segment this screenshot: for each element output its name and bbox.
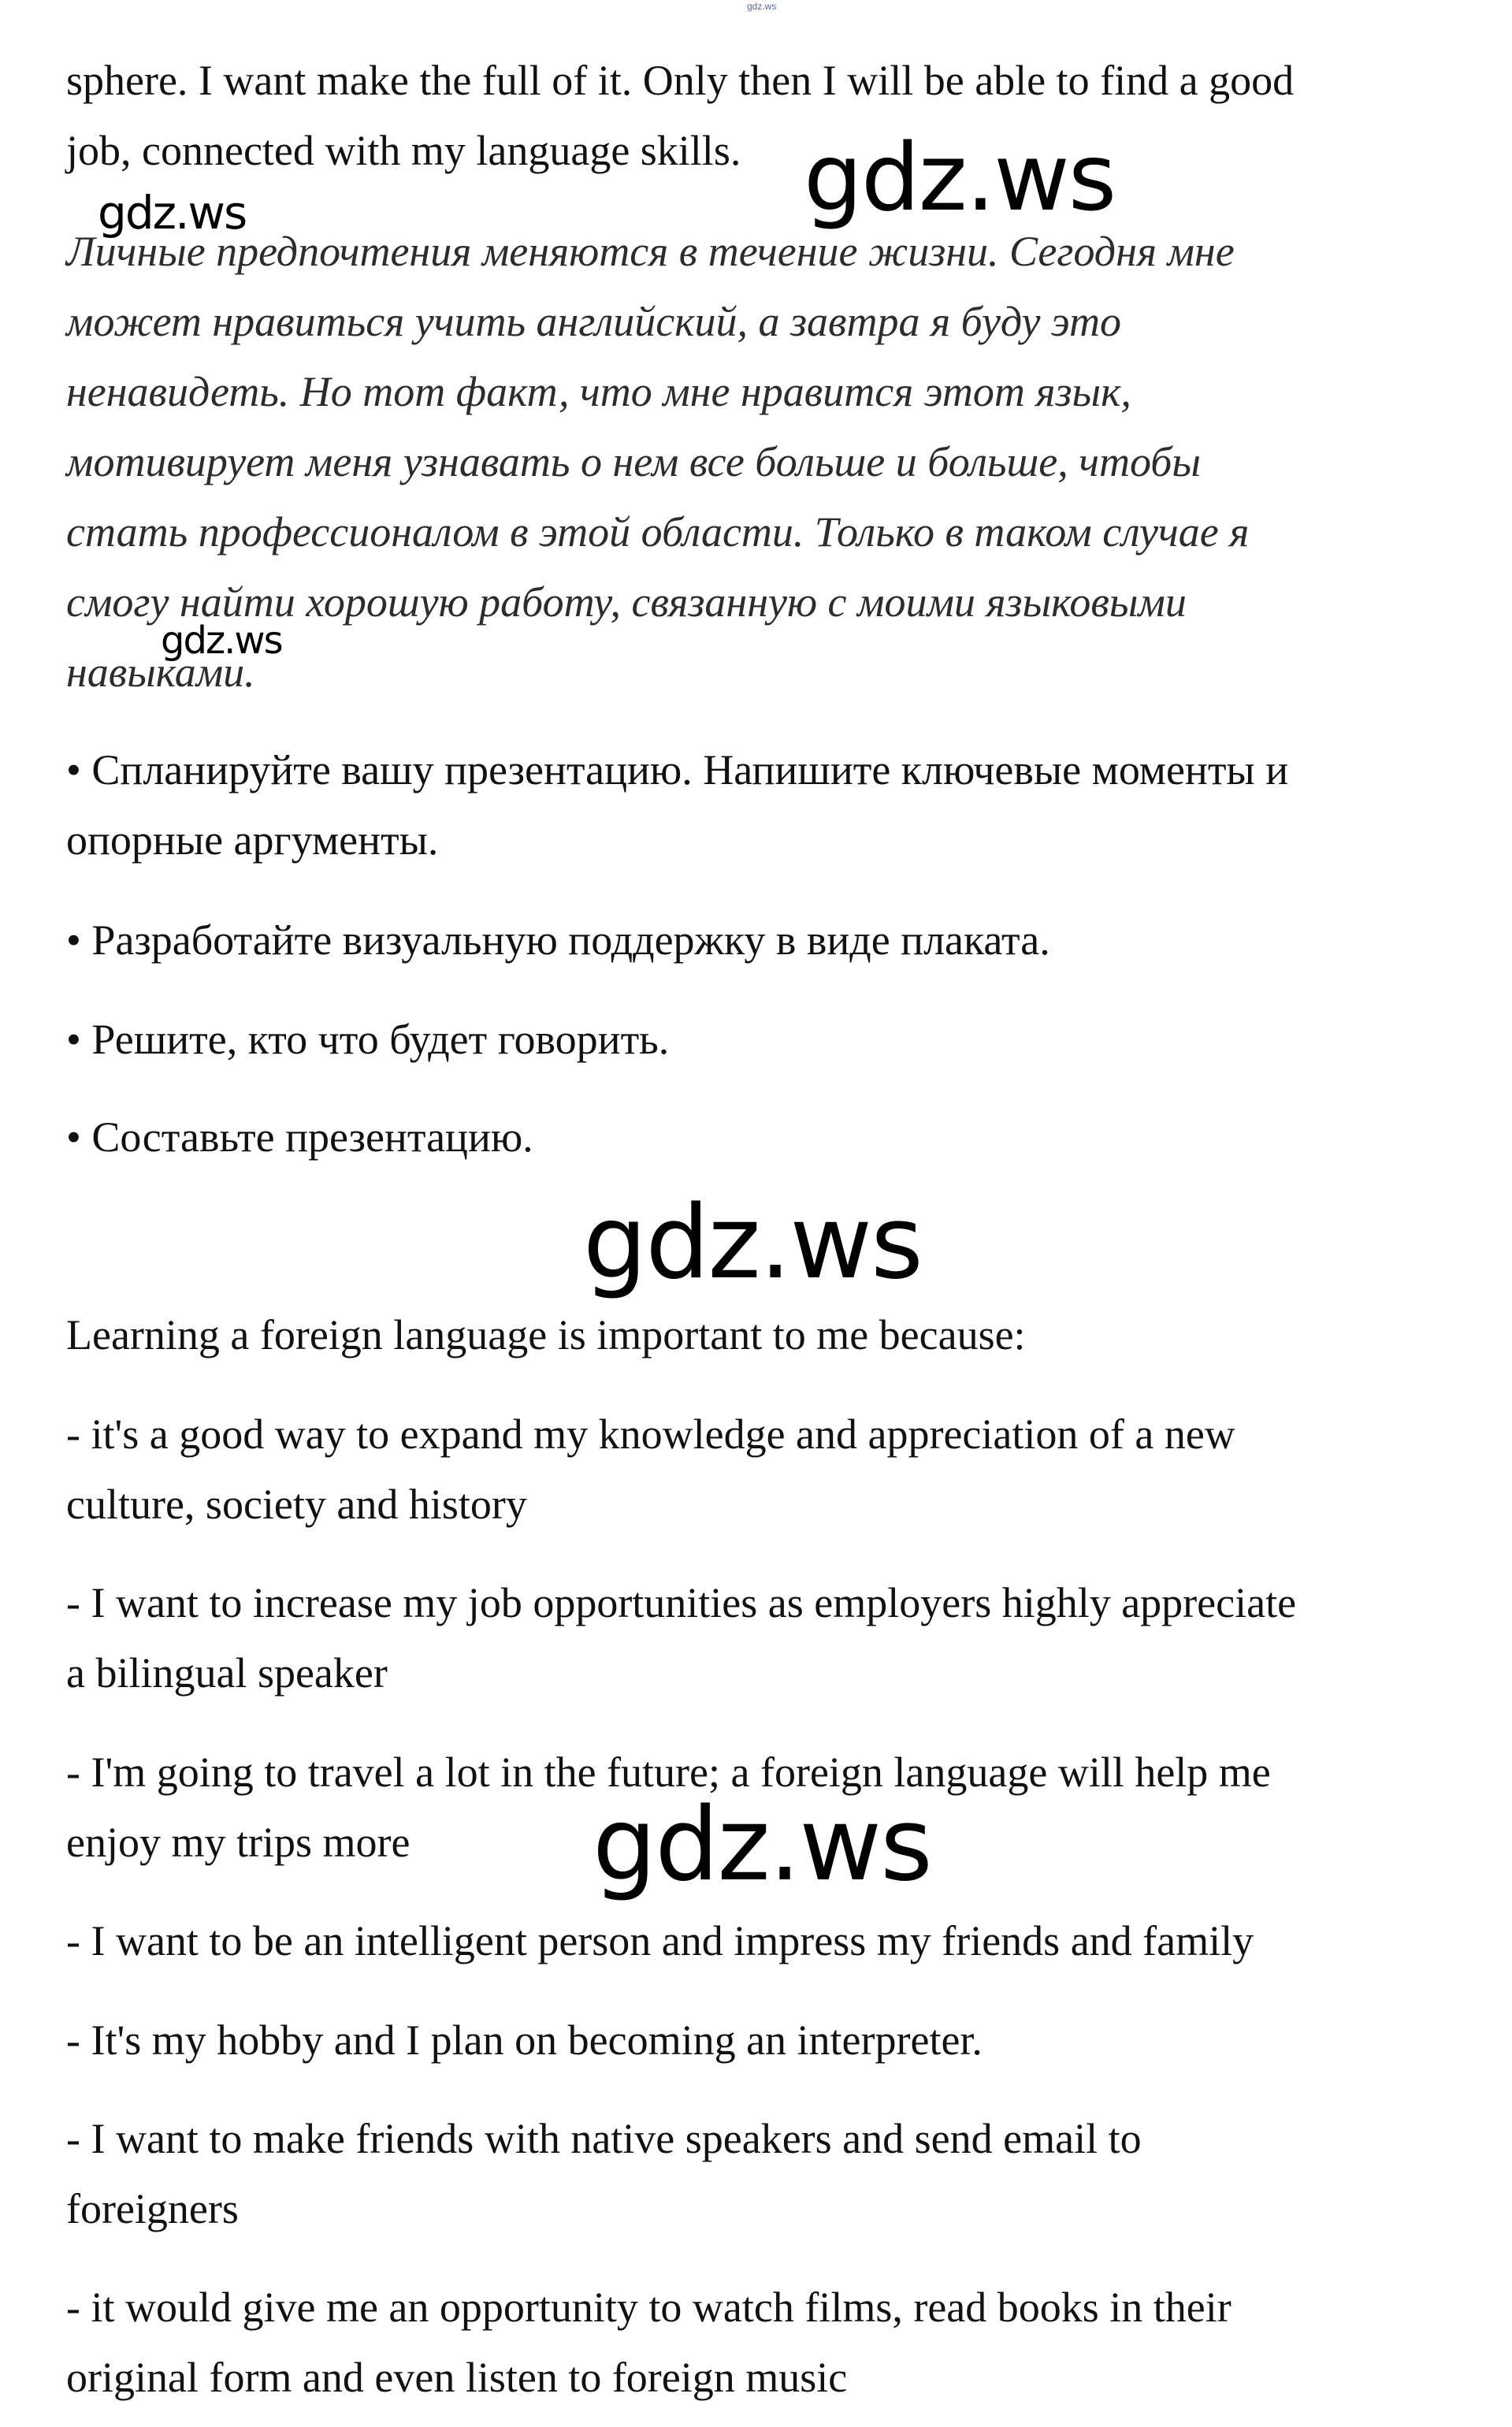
- reason-5: - It's my hobby and I plan on becoming an interpreter.: [66, 2016, 983, 2064]
- task-item-1-line-2: опорные аргументы.: [66, 816, 439, 864]
- watermark-large-center: gdz.ws: [583, 1184, 922, 1302]
- task-item-2: • Разработайте визуальную поддержку в виде плаката.: [66, 916, 1050, 964]
- reason-6-line-2: foreigners: [66, 2185, 239, 2232]
- task-item-3: • Решите, кто что будет говорить.: [66, 1016, 670, 1063]
- russian-translation-line-6: смогу найти хорошую работу, связанную с моими языковыми: [66, 578, 1187, 626]
- russian-translation-line-3: ненавидеть. Но тот факт, что мне нравится этот язык,: [66, 368, 1131, 415]
- reason-1-line-1: - it's a good way to expand my knowledge and appreciation of a new: [66, 1410, 1235, 1458]
- watermark-large-top: gdz.ws: [804, 123, 1116, 232]
- russian-translation-line-2: может нравиться учить английский, а завтра я буду это: [66, 298, 1122, 345]
- reason-6-line-1: - I want to make friends with native speakers and send email to: [66, 2115, 1142, 2162]
- reason-7-line-1: - it would give me an opportunity to watch films, read books in their: [66, 2284, 1232, 2331]
- reason-4: - I want to be an intelligent person and impress my friends and family: [66, 1917, 1254, 1964]
- russian-translation-line-1: Личные предпочтения меняются в течение жизни. Сегодня мне: [66, 228, 1235, 275]
- reason-3-line-1: - I'm going to travel a lot in the future; a foreign language will help me: [66, 1749, 1271, 1796]
- reason-7-line-2: original form and even listen to foreign music: [66, 2354, 848, 2401]
- russian-translation-line-7: навыками.: [66, 649, 255, 696]
- english-intro-line-1: sphere. I want make the full of it. Only then I will be able to find a good: [66, 57, 1295, 104]
- task-item-1-line-1: • Спланируйте вашу презентацию. Напишите ключевые моменты и: [66, 746, 1289, 794]
- watermark-small-top-left: gdz.ws: [98, 186, 247, 240]
- reason-2-line-1: - I want to increase my job opportunities as employers highly appreciate: [66, 1579, 1297, 1626]
- reasons-intro: Learning a foreign language is important to me because:: [66, 1311, 1026, 1358]
- task-item-4: • Составьте презентацию.: [66, 1113, 533, 1161]
- english-intro-line-2: job, connected with my language skills.: [66, 127, 741, 174]
- reason-1-line-2: culture, society and history: [66, 1481, 527, 1528]
- watermark-small-mid: gdz.ws: [161, 619, 282, 663]
- russian-translation-line-4: мотивирует меня узнавать о нем все больше и больше, чтобы: [66, 438, 1201, 485]
- watermark-large-lower: gdz.ws: [593, 1786, 931, 1904]
- russian-translation-line-5: стать профессионалом в этой области. Только в таком случае я: [66, 508, 1250, 556]
- reason-2-line-2: a bilingual speaker: [66, 1649, 388, 1697]
- watermark-tiny-top: gdz.ws: [747, 1, 777, 12]
- reason-3-line-2: enjoy my trips more: [66, 1819, 411, 1866]
